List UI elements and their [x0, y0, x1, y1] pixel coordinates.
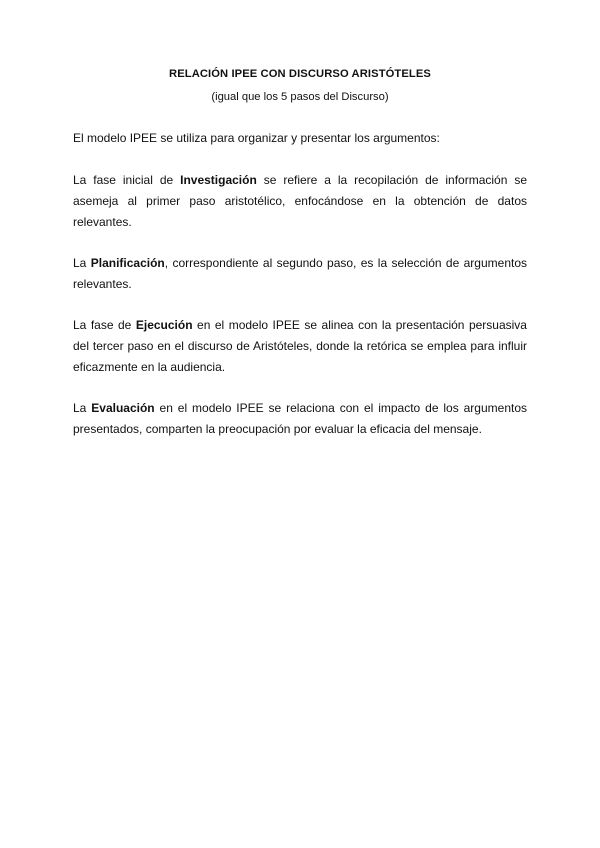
paragraph-text-after: en el modelo IPEE se relaciona con el impacto de los argumentos presentados, comparten la preocupación por evaluar la eficacia del mensaje.	[73, 401, 528, 436]
document-subtitle: (igual que los 5 pasos del Discurso)	[211, 91, 389, 103]
paragraph-planificacion	[73, 253, 527, 295]
paragraph-investigacion	[73, 170, 527, 233]
paragraph-text-after: se refiere a la recopilación de información se asemeja al primer paso aristotélico, enfocándose en la obtención de datos relevantes.	[73, 173, 527, 229]
paragraph-text-before: La fase de	[73, 318, 136, 332]
document-title: RELACIÓN IPEE CON DISCURSO ARISTÓTELES	[169, 68, 431, 80]
term-ejecucion: Ejecución	[135, 318, 193, 332]
term-investigacion: Investigación	[180, 173, 257, 187]
paragraph-text-before: La fase inicial de	[73, 173, 181, 187]
paragraph-text-after: , correspondiente al segundo paso, es la selección de argumentos relevantes.	[73, 256, 527, 291]
term-planificacion: Planificación	[90, 256, 165, 270]
term-evaluacion: Evaluación	[91, 401, 155, 415]
intro-paragraph: El modelo IPEE se utiliza para organizar y presentar los argumentos:	[73, 131, 440, 145]
paragraph-text-before: La	[73, 256, 91, 270]
paragraph-text-before: La	[73, 401, 92, 415]
paragraph-evaluacion	[73, 398, 527, 440]
paragraph-ejecucion	[73, 315, 527, 378]
paragraph-text-after: en el modelo IPEE se alinea con la presentación persuasiva del tercer paso en el discurso de Aristóteles, donde la retórica se emplea para influir eficazmente en la audiencia.	[73, 318, 527, 374]
